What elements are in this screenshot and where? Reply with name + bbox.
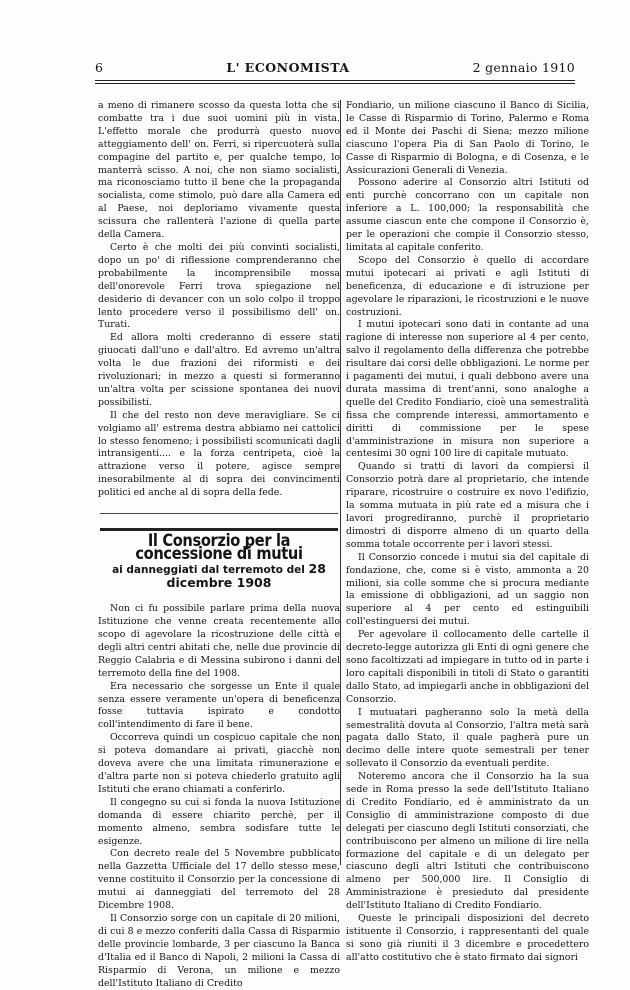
section-separator <box>100 513 338 514</box>
paragraph: Era necessario che sorgesse un Ente il quale senza essere veramente un'opera di beneficenza fosse tuttavia ispirato e condotto coll'intendimento di fare il bene. <box>98 680 340 731</box>
paragraph: a meno di rimanere scosso da questa lotta che si combatte tra i due suoi uomini più in vista. L'effetto morale che produrrà questo nuovo atteggiamento dell' on. Ferri, si ripercuoterà sulla compagine del partito e, per qualche tempo, lo manterrà scisso. A noi, che non siamo socialisti, ma riconosciamo tutto il bene che la propaganda socialista, come stimolo, può dare alla Camera ed al Paese, noi deploriamo vivamente questa scissura che rallenterà l'azione di quella parte della Camera. <box>98 100 340 241</box>
journal-title: L' ECONOMISTA <box>226 60 350 75</box>
paragraph: Ed allora molti crederanno di essere stati giuocati dall'uno e dall'altro. Ed avremo un'altra volta le due frazioni dei riformisti e dei rivoluzionari; in mezzo a questi si formeranno un'altra volta per scissione spontanea dei nuovi possibilisti. <box>98 332 340 408</box>
paragraph: Possono aderire al Consorzio altri Istituti od enti purchè concorrano con un capitale non inferiore a L. 100,000; la responsabilità che assume ciascun ente che compone il Consorzio è, per le operazioni che compie il Consorzio stesso, limitata al capitale conferito. <box>346 177 589 253</box>
paragraph: Queste le principali disposizioni del decreto istituente il Consorzio, i rappresentanti del quale si sono già riuniti il 3 dicembre e procedettero all'atto costitutivo che è stato firmato dai signori <box>346 913 589 963</box>
article-subtitle-date: 28 dicembre 1908 <box>166 561 326 591</box>
column-divider <box>340 100 341 865</box>
paragraph: I mutuatari pagheranno solo la metà della semestralità dovuta al Consorzio, l'altra metà sarà pagata dallo Stato, il quale pagherà pure un decimo delle intere quote semestrali per tener sollevato il Consorzio da eventuali perdite. <box>346 706 589 770</box>
header-rule <box>95 80 575 81</box>
paragraph: Per agevolare il collocamento delle cartelle il decreto-legge autorizza gli Enti di ogni genere che sono facoltizzati ad impiegare in tutto od in parte i loro capitali disponibili in titoli di Stato o garantiti dallo Stato, ad impiegarli anche in obbligazioni del Consorzio. <box>346 629 589 705</box>
right-column <box>346 100 589 965</box>
issue-date: 2 gennaio 1910 <box>472 60 575 75</box>
paragraph: Occorreva quindi un cospicuo capitale che non si poteva domandare ai privati, giacchè non doveva avere che una limitata rimunerazione e d'altra parte non si poteva chiederlo gratuito agli Istituti che erano chiamati a conferirlo. <box>98 732 340 795</box>
running-header <box>95 60 575 75</box>
header-rule-secondary <box>95 83 575 84</box>
paragraph: Quando si tratti di lavori da compiersi il Consorzio potrà dare al proprietario, che intende riparare, ricostruire o costruire ex novo l'edifizio, la somma mutuata in più rate ed a misura che i lavori progrediranno, purchè il proprietario dimostri di disporre almeno di un quarto della somma totale occorrente per i lavori stessi. <box>346 461 589 550</box>
article-subtitle <box>98 563 340 591</box>
paragraph: Fondiario, un milione ciascuno il Banco di Sicilia, le Casse di Risparmio di Torino, Palermo e Roma ed il Monte dei Paschi di Siena; mezzo milione ciascuno l'opera Pia di San Paolo di Torino, le Casse di Risparmio di Bologna, e di Cosenza, e le Assicurazioni Generali di Venezia. <box>346 100 589 176</box>
paragraph: Certo è che molti dei più convinti socialisti, dopo un po' di riflessione comprenderanno che probabilmente la incomprensibile mossa dell'onorevole Ferri trova spiegazione nel desiderio di devancer con un solo colpo il troppo lento procedere verso il possibilismo dell' on. Turati. <box>98 241 340 331</box>
left-column <box>98 100 340 990</box>
paragraph: Il che del resto non deve meravigliare. Se ci volgiamo all' estrema destra abbiamo nei cattolici lo stesso fenomeno; i possibilisti scomunicati dagli intransigenti.... e la forza centripeta, cioè la attrazione verso il potere, agisce sempre inesorabilmente al di sopra dei convincimenti politici ed anche al di sopra della fede. <box>98 409 340 499</box>
paragraph: Il congegno su cui si fonda la nuova Istituzione domanda di essere chiarito perchè, per il momento almeno, sembra sodisfare tutte le esigenze. <box>98 796 340 847</box>
page-number: 6 <box>95 60 104 75</box>
paragraph: Con decreto reale del 5 Novembre pubblicato nella Gazzetta Ufficiale del 17 dello stesso mese, venne costituito il Consorzio per la concessione di mutui ai danneggiati del terremoto del 28 Dicembre 1908. <box>98 848 340 912</box>
article-title: Il Consorzio per la concessione di mutui <box>135 530 303 564</box>
paragraph: Non ci fu possibile parlare prima della nuova Istituzione che venne creata recentemente allo scopo di agevolare la ricostruzione delle città e degli altri centri abitati che, nelle due provincie di Reggio Calabria e di Messina subirono i danni del terremoto della fine del 1908. <box>98 603 340 679</box>
paragraph: Scopo del Consorzio è quello di accordare mutui ipotecari ai privati e agli Istituti di beneficenza, di educazione e di istruzione per agevolare le riparazioni, le ricostruzioni e le nuove costruzioni. <box>346 254 589 318</box>
paragraph: Il Consorzio sorge con un capitale di 20 milioni, di cui 8 e mezzo conferiti dalla Cassa di Risparmio delle provincie lombarde, 3 per ciascuno la Banca d'Italia ed il Banco di Napoli, 2 milioni la Cassa di Risparmio di Verona, un milione e mezzo dell'Istituto Italiano di Credito <box>98 912 340 989</box>
article-subtitle-text: ai danneggiati dal terremoto del <box>112 564 305 577</box>
paragraph: Il Consorzio concede i mutui sia del capitale di fondazione, che, come si è visto, ammonta a 20 milioni, sia colle somme che si procura mediante la emissione di obbligazioni, ad un saggio non superiore al 4 per cento ed estinguibili coll'estinguersi dei mutui. <box>346 551 589 628</box>
paragraph: I mutui ipotecari sono dati in contante ad una ragione di interesse non superiore al 4 per cento, salvo il regolamento della differenza che potrebbe risultare dai corsi delle obbligazioni. Le norme per i pagamenti dei mutui, i quali debbono avere una durata massima di trent'anni, sono analoghe a quelle del Credito Fondiario, cioè una semestralità fissa che comprende interessi, ammortamento e diritti di commissione per le spese d'amministrazione in misura non superiore a centesimi 30 ogni 100 lire di capitale mutuato. <box>346 319 589 460</box>
paragraph: Noteremo ancora che il Consorzio ha la sua sede in Roma presso la sede dell'Istituto Italiano di Credito Fondiario, ed è amministrato da un Consiglio di amministrazione composto di due delegati per ciascuno degli Istituti consorziati, che contribuiscono per almeno un milione di lire nella formazione del capitale e di un delegato per ciascuno degli altri Istituti che contribuiscono almeno per 500,000 lire. Il Consiglio di Amministrazione è presieduto dal presidente dell'Istituto Italiano di Credito Fondiario. <box>346 771 589 912</box>
